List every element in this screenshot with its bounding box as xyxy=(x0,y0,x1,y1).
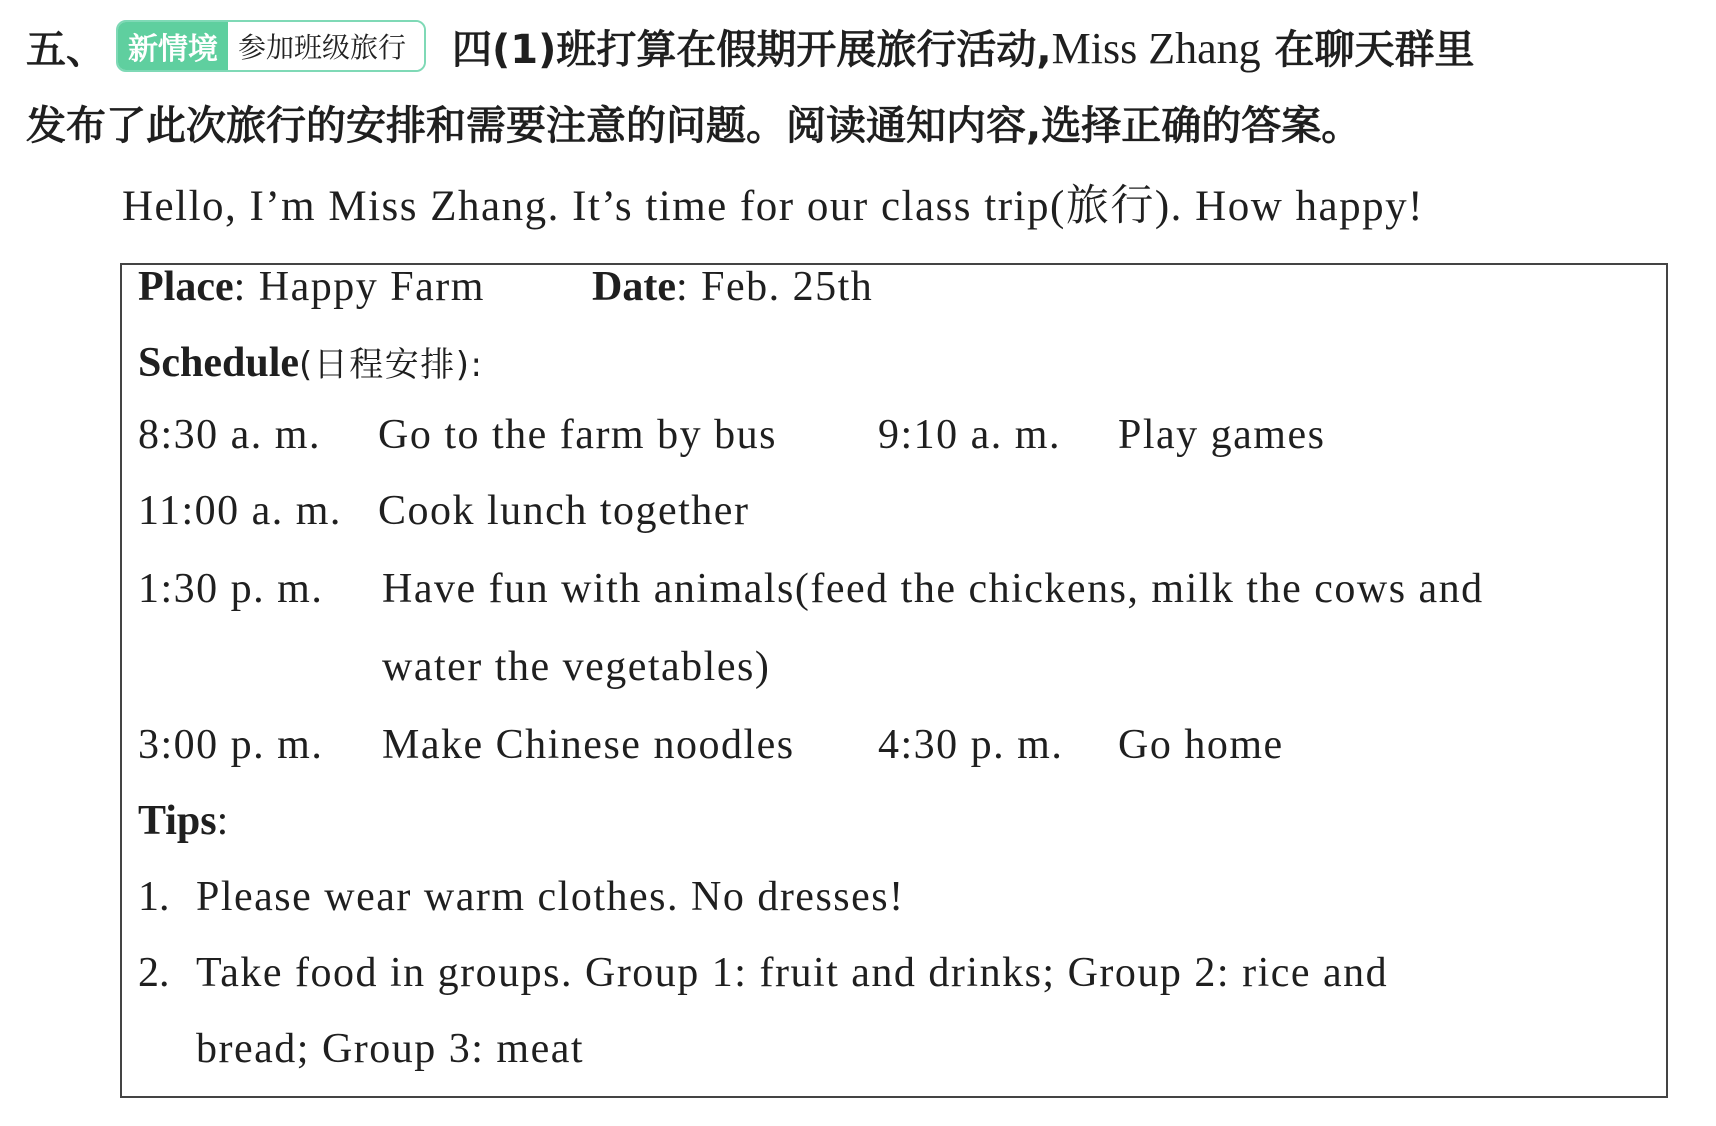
schedule-activity: Play games xyxy=(1118,412,1326,458)
date-separator: : xyxy=(675,264,690,310)
question-number: 五、 xyxy=(26,26,106,73)
schedule-activity: Cook lunch together xyxy=(378,488,750,534)
trip-notice-box xyxy=(120,263,1668,1098)
schedule-activity: Make Chinese noodles xyxy=(382,722,795,768)
tips-separator: : xyxy=(216,798,230,844)
place-label: Place xyxy=(138,264,234,310)
schedule-label: Schedule xyxy=(138,340,300,386)
schedule-heading xyxy=(138,337,484,387)
scenario-tag xyxy=(116,20,426,72)
scenario-tag-label: 新情境 xyxy=(118,22,228,70)
tip-text: Take food in groups. Group 1: fruit and drinks; Group 2: rice and xyxy=(196,950,1389,996)
date-label: Date xyxy=(592,264,676,310)
tips-heading xyxy=(138,797,230,845)
schedule-label-cn: (日程安排): xyxy=(299,345,484,385)
question-text-line1-a: 四(1)班打算在假期开展旅行活动, xyxy=(452,26,1052,73)
schedule-time: 1:30 p. m. xyxy=(138,566,324,612)
schedule-activity-continued: water the vegetables) xyxy=(382,644,771,690)
schedule-time: 11:00 a. m. xyxy=(138,488,342,534)
tips-label: Tips xyxy=(138,798,217,844)
question-text-line1-b: 在聊天群里 xyxy=(1260,26,1475,73)
tip-number: 1. xyxy=(138,874,170,920)
schedule-time: 9:10 a. m. xyxy=(878,412,1061,458)
tip-text: Please wear warm clothes. No dresses! xyxy=(196,874,905,920)
question-text-line2: 发布了此次旅行的安排和需要注意的问题。阅读通知内容,选择正确的答案。 xyxy=(26,103,1362,149)
place-row xyxy=(138,263,485,311)
place-separator: : xyxy=(233,264,247,310)
intro-sentence: Hello, I’m Miss Zhang. It’s time for our class trip(旅行). How happy! xyxy=(122,183,1424,230)
date-row xyxy=(592,263,873,311)
tip-text-continued: bread; Group 3: meat xyxy=(196,1026,585,1072)
schedule-activity: Go home xyxy=(1118,722,1284,768)
question-text-line1 xyxy=(452,18,1475,75)
schedule-activity: Have fun with animals(feed the chickens, milk the cows and xyxy=(382,566,1484,612)
scenario-tag-topic: 参加班级旅行 xyxy=(228,22,424,70)
schedule-time: 4:30 p. m. xyxy=(878,722,1064,768)
date-value: Feb. 25th xyxy=(701,264,874,310)
schedule-activity: Go to the farm by bus xyxy=(378,412,777,458)
place-value: Happy Farm xyxy=(258,264,485,310)
schedule-time: 3:00 p. m. xyxy=(138,722,324,768)
question-text-teacher-name: Miss Zhang xyxy=(1051,23,1261,73)
schedule-time: 8:30 a. m. xyxy=(138,412,321,458)
tip-number: 2. xyxy=(138,950,170,996)
question-header xyxy=(26,14,1475,78)
